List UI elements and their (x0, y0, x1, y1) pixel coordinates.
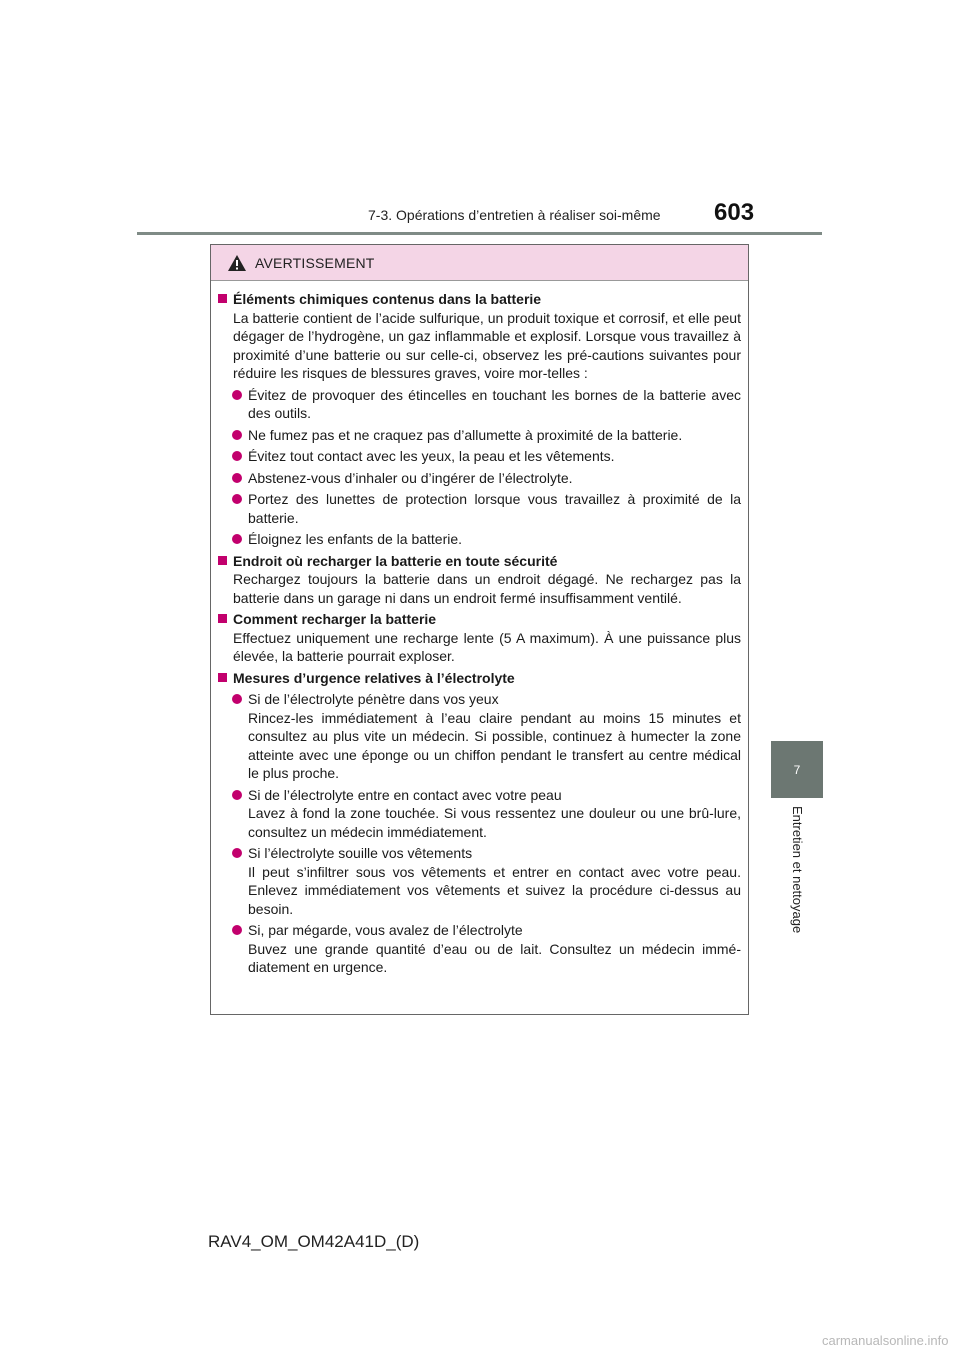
square-bullet-icon (218, 556, 227, 565)
warning-body (211, 281, 748, 977)
warning-title: AVERTISSEMENT (255, 254, 375, 271)
section-header: 7-3. Opérations d’entretien à réaliser soi-même (368, 207, 661, 223)
square-bullet-icon (218, 614, 227, 623)
item-text: Lavez à fond la zone touchée. Si vous ressentez une douleur ou une brû-lure, consultez un médecin immédiatement. (248, 805, 741, 840)
circle-bullet-icon (232, 848, 242, 858)
section-battery-chemicals (218, 290, 741, 549)
square-bullet-icon (218, 294, 227, 303)
section-heading: Endroit où recharger la batterie en toute sécurité (218, 552, 741, 571)
circle-bullet-icon (232, 494, 242, 504)
section-heading: Mesures d’urgence relatives à l’électrolyte (218, 669, 741, 688)
section-text: La batterie contient de l’acide sulfurique, un produit toxique et corrosif, et elle peut dégager de l’hydrogène, un gaz inflammable et explosif. Lorsque vous travaillez à proximité d’une batterie ou sur celle-ci, observez les pré-cautions suivantes pour réduire les risques de blessures graves, voire mor-telles : (233, 309, 741, 381)
list-item (232, 786, 741, 842)
section-text: Effectuez uniquement une recharge lente (5 A maximum). À une puissance plus élevée, la batterie pourrait exploser. (233, 629, 741, 664)
header-rule (137, 232, 822, 235)
circle-bullet-icon (232, 430, 242, 440)
list-item (232, 690, 741, 783)
manual-code: RAV4_OM_OM42A41D_(D) (208, 1232, 420, 1251)
chapter-tab[interactable] (771, 741, 823, 798)
item-text: Il peut s’infiltrer sous vos vêtements et entrer en contact avec votre peau. Enlevez immédiatement vos vêtements et suivez la procédure ci-dessus au besoin. (248, 863, 741, 917)
item-title: Si, par mégarde, vous avalez de l’électrolyte (248, 922, 523, 938)
circle-bullet-icon (232, 790, 242, 800)
list-item: Portez des lunettes de protection lorsque vous travaillez à proximité de la batterie. (232, 490, 741, 527)
section-charging-location (218, 552, 741, 608)
circle-bullet-icon (232, 694, 242, 704)
warning-triangle-icon (227, 254, 247, 272)
circle-bullet-icon (232, 534, 242, 544)
item-title: Si de l’électrolyte entre en contact avec votre peau (248, 786, 562, 803)
section-heading: Éléments chimiques contenus dans la batterie (218, 290, 741, 309)
circle-bullet-icon (232, 390, 242, 400)
chapter-tab-number: 7 (793, 763, 801, 777)
circle-bullet-icon (232, 925, 242, 935)
section-heading: Comment recharger la batterie (218, 610, 741, 629)
list-item: Évitez de provoquer des étincelles en touchant les bornes de la batterie avec des outils. (232, 386, 741, 423)
item-text: Buvez une grande quantité d’eau ou de lait. Consultez un médecin immé-diatement en urgence. (248, 940, 741, 975)
warning-box (210, 244, 749, 1015)
item-title: Si l’électrolyte souille vos vêtements (248, 845, 473, 861)
chapter-side-label: Entretien et nettoyage (790, 806, 805, 934)
list-item: Ne fumez pas et ne craquez pas d’allumette à proximité de la batterie. (232, 426, 741, 445)
circle-bullet-icon (232, 451, 242, 461)
list-item (232, 921, 741, 977)
section-how-to-charge (218, 610, 741, 666)
section-emergency-measures (218, 669, 741, 977)
list-item: Éloignez les enfants de la batterie. (232, 530, 741, 549)
list-item: Évitez tout contact avec les yeux, la peau et les vêtements. (232, 447, 741, 466)
page-number: 603 (714, 199, 755, 226)
square-bullet-icon (218, 673, 227, 682)
item-title: Si de l’électrolyte pénètre dans vos yeux (248, 691, 499, 707)
item-text: Rincez-les immédiatement à l’eau claire pendant au moins 15 minutes et consultez au plus vite un médecin. Si possible, continuez à humecter la zone atteinte avec une éponge ou un chiffon pendant le transfert au centre médical le plus proche. (248, 709, 741, 781)
circle-bullet-icon (232, 473, 242, 483)
list-item (232, 844, 741, 918)
warning-header (211, 245, 748, 281)
section-text: Rechargez toujours la batterie dans un endroit dégagé. Ne rechargez pas la batterie dans un garage ni dans un endroit fermé insuffisamment ventilé. (233, 571, 741, 606)
watermark: carmanualsonline.info (822, 1333, 949, 1348)
list-item: Abstenez-vous d’inhaler ou d’ingérer de l’électrolyte. (232, 469, 741, 488)
